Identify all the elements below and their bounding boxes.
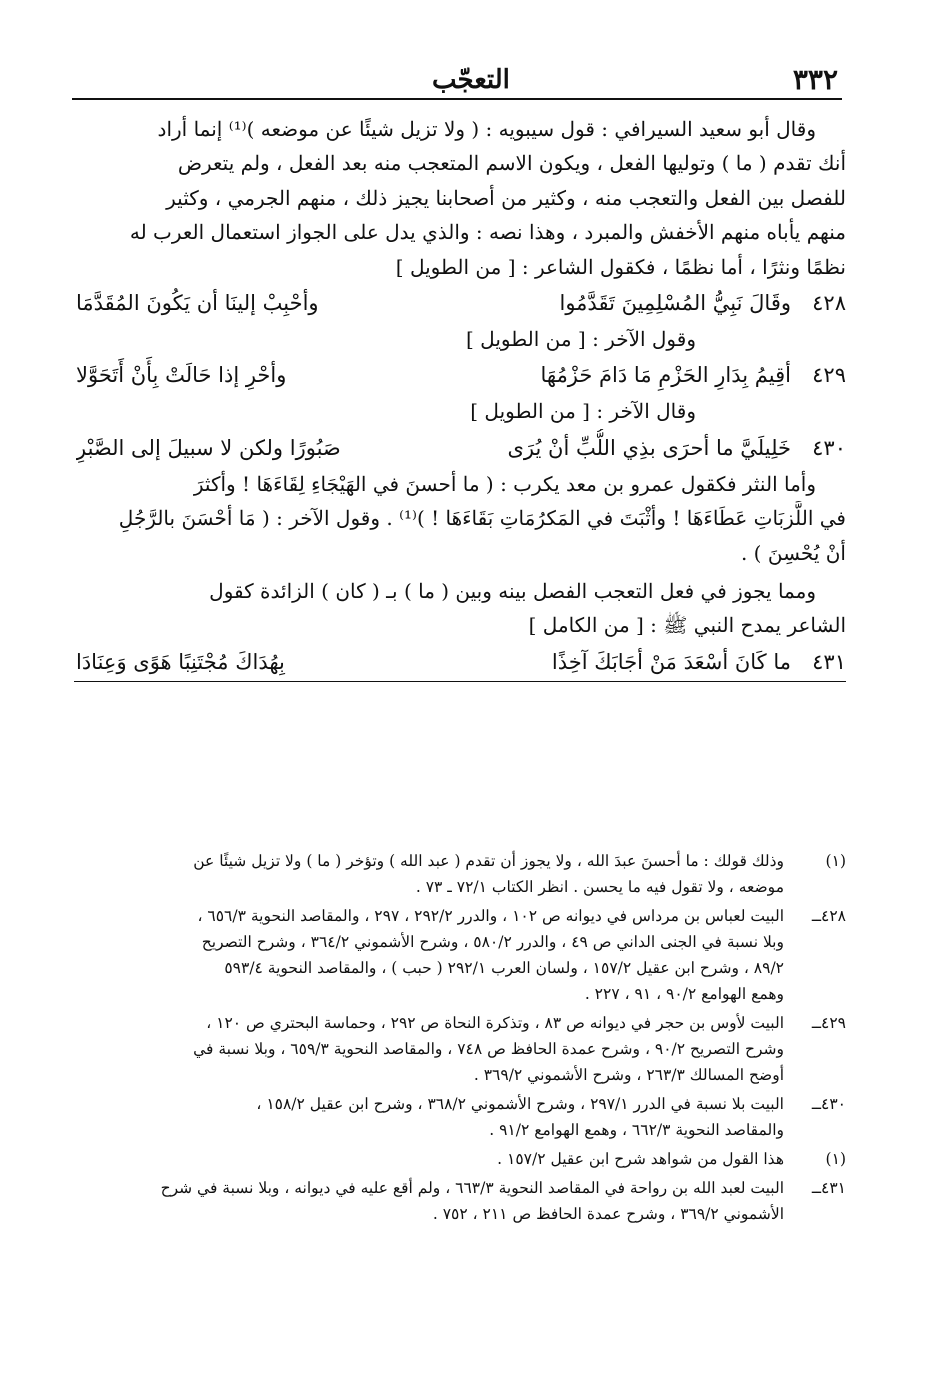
first-hemistich: أقِيمُ بِدَارِ الحَزْمِ مَا دَامَ حَزْمُهَا [540, 363, 791, 388]
meter-note: وقول الآخر : [ من الطويل ] [466, 326, 696, 351]
footnote [74, 1175, 846, 1227]
footnote-line: وذلك قولك : ما أحسنَ عبدَ الله ، ولا يجوز أن تقدم ( عبد الله ) وتؤخر ( ما ) ولا تزيل شيئًا عن [193, 852, 784, 870]
chapter-title: التعجّب [432, 65, 510, 95]
verse-number: ٤٣١ [812, 649, 846, 674]
footnote-marker: ٤٢٨ــ [811, 907, 846, 925]
footnote-line: موضعه ، ولا تقول فيه ما يحسن . انظر الكتاب ٧٢/١ ـ ٧٣ . [415, 878, 784, 896]
footnote-marker: ٤٢٩ــ [811, 1014, 846, 1032]
footnote-line: الأشموني ٣٦٩/٢ ، وشرح عمدة الحافظ ص ٢١١ ، ٧٥٢ . [432, 1205, 784, 1223]
paragraph-line: الشاعر يمدح النبي ﷺ : [ من الكامل ] [528, 613, 846, 638]
paragraph-line: في اللَّزبَاتِ عَطَاءَهَا ! وأثْبَتَ في المَكرُمَاتِ بَقَاءَهَا ! )⁽¹⁾ . وقول الآخر : ( مَا أحْسَنَ بالرَّجُلِ [118, 506, 846, 531]
paragraph-line: ومما يجوز في فعل التعجب الفصل بينه وبين ( ما ) بـ ( كان ) الزائدة كقول [209, 578, 816, 603]
footnote-marker: (١) [825, 852, 846, 870]
footnote [74, 1091, 846, 1143]
first-hemistich: وقَالَ نَبِيُّ المُسْلِمِينَ تَقَدَّمُوا [559, 290, 791, 315]
verse-number: ٤٣٠ [812, 435, 846, 460]
footnote-marker: ٤٣٠ــ [811, 1095, 846, 1113]
running-header [72, 62, 842, 100]
second-hemistich: صَبُورًا ولكن لا سبيلَ إلى الصَّبْرِ [76, 435, 341, 460]
meter-note: وقال الآخر : [ من الطويل ] [470, 399, 696, 424]
paragraph-line: أنك تقدم ( ما ) وتوليها الفعل ، ويكون الاسم المتعجب منه بعد الفعل ، ولم يتعرض [177, 151, 846, 176]
first-hemistich: خَلِيلَيَّ ما أحرَى بذِي اللُّبِّ أنْ يُرَى [507, 435, 791, 460]
footnote-line: والمقاصد النحوية ٦٦٢/٣ ، وهمع الهوامع ٩١/٢ . [489, 1121, 784, 1139]
footnote-line: أوضح المسالك ٢٦٣/٣ ، وشرح الأشموني ٣٦٩/٢ . [473, 1066, 784, 1084]
footnotes [74, 848, 846, 1230]
paragraph-line: أنْ يُحْسِنَ ) . [740, 540, 846, 565]
paragraph-line: نظمًا ونثرًا ، أما نظمًا ، فكقول الشاعر : [ من الطويل ] [395, 254, 846, 279]
footnote-line: البيت بلا نسبة في الدرر ٢٩٧/١ ، وشرح الأشموني ٣٦٨/٢ ، وشرح ابن عقيل ١٥٨/٢ ، [256, 1095, 784, 1113]
first-hemistich: ما كَانَ أسْعَدَ مَنْ أجَابَكَ آخِذًا [551, 649, 791, 674]
footnote [74, 1146, 846, 1172]
footnote-line: البيت لعبد الله بن رواحة في المقاصد النحوية ٦٦٣/٣ ، ولم أقع عليه في ديوانه ، وبلا نسبة في شرح [160, 1179, 784, 1197]
second-hemistich: وأحْرِ إذا حَالَتْ بِأَنْ أَتَحَوَّلا [76, 363, 287, 388]
page-number: ٣٣٢ [792, 63, 838, 96]
verse-number: ٤٢٩ [812, 363, 846, 388]
paragraph-line: وأما النثر فكقول عمرو بن معد يكرب : ( ما أحسنَ في الهَيْجَاءِ لِقَاءَهَا ! وأكثرَ [193, 471, 816, 496]
footnote [74, 903, 846, 1007]
paragraph-line: وقال أبو سعيد السيرافي : قول سيبويه : ( ولا تزيل شيئًا عن موضعه )⁽¹⁾ إنما أراد [157, 117, 816, 141]
footnote-line: وبلا نسبة في الجنى الداني ص ٤٩ ، والدرر ٥٨٠/٢ ، وشرح الأشموني ٣٦٤/٢ ، وشرح التصريح [201, 933, 784, 951]
verse-429 [74, 356, 846, 394]
footnote-marker: (١) [825, 1150, 846, 1168]
footnote [74, 1010, 846, 1088]
footnote-line: هذا القول من شواهد شرح ابن عقيل ١٥٧/٢ . [497, 1150, 784, 1168]
footnote-line: البيت لعباس بن مرداس في ديوانه ص ١٠٢ ، والدرر ٢٩٢/٢ ، ٢٩٧ ، والمقاصد النحوية ٦٥٦/٣ ، [197, 907, 784, 925]
second-hemistich: بِهُدَاكَ مُجْتَنِبًا هَوًى وَعِنَادَا [76, 649, 285, 674]
footnote-line: وشرح التصريح ٩٠/٢ ، وشرح عمدة الحافظ ص ٧٤٨ ، والمقاصد النحوية ٦٥٩/٣ ، وبلا نسبة في [193, 1040, 784, 1058]
main-text [74, 112, 846, 682]
paragraph-line: للفصل بين الفعل والتعجب منه ، وكثير من أصحابنا يجيز ذلك ، منهم الجرمي ، وكثير [166, 185, 846, 210]
footnote-marker: ٤٣١ــ [811, 1179, 846, 1197]
paragraph-line: منهم يأباه منهم الأخفش والمبرد ، وهذا نصه : والذي يدل على الجواز استعمال العرب له [129, 220, 846, 245]
footnote-line: وهمع الهوامع ٩٠/٢ ، ٩١ ، ٢٢٧ . [584, 985, 784, 1003]
footnote-line: ٨٩/٢ ، وشرح ابن عقيل ١٥٧/٢ ، ولسان العرب ٢٩٢/١ ( حبب ) ، والمقاصد النحوية ٥٩٣/٤ [224, 959, 784, 977]
second-hemistich: وأحْبِبْ إلينَا أن يَكُونَ المُقَدَّمَا [76, 290, 319, 315]
verse-number: ٤٢٨ [812, 290, 846, 315]
footnote [74, 848, 846, 900]
verse-428 [74, 284, 846, 322]
footnote-line: البيت لأوس بن حجر في ديوانه ص ٨٣ ، وتذكرة النحاة ص ٢٩٢ ، وحماسة البحتري ص ١٢٠ ، [206, 1014, 784, 1032]
verse-430 [74, 429, 846, 467]
verse-431 [74, 643, 846, 682]
